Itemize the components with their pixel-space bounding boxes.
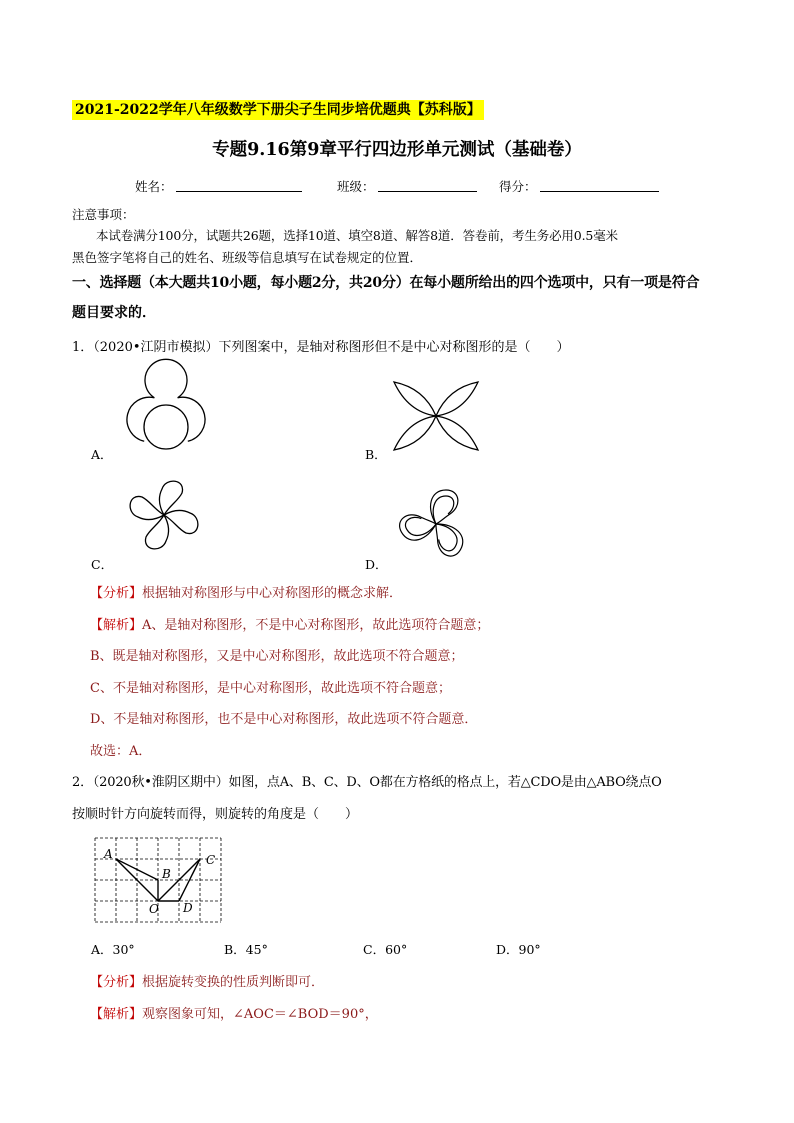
- q2-option-b[interactable]: B．45°: [224, 942, 268, 957]
- q1-option-b[interactable]: B．: [365, 447, 387, 462]
- q2-solution-tag: 【解析】: [90, 1007, 143, 1022]
- q2-label-o: O: [149, 902, 159, 916]
- q1-figure-b: [390, 376, 482, 456]
- q2-label-b: B: [162, 867, 171, 881]
- name-label: 姓名：: [135, 179, 173, 194]
- q1-solution-line-1: [90, 614, 489, 633]
- q1-figure-c: [118, 470, 218, 560]
- q2-stem-line-2: 按顺时针方向旋转而得，则旋转的角度是（ ）: [72, 807, 359, 822]
- q2-option-c[interactable]: C．60°: [363, 942, 408, 957]
- q2-solution: [90, 1003, 378, 1022]
- q1-analysis-tag: 【分析】: [90, 586, 143, 601]
- class-label: 班级：: [337, 179, 375, 194]
- q1-answer: 故选：A．: [90, 744, 152, 759]
- section-heading-line-1: 一、选择题（本大题共10小题，每小题2分，共20分）在每小题所给出的四个选项中，只有一项是符合: [72, 275, 700, 291]
- q2-analysis: [90, 971, 324, 990]
- q2-label-c: C: [206, 853, 216, 867]
- q1-option-a[interactable]: A．: [91, 447, 113, 462]
- q1-figure-d: [388, 478, 488, 566]
- q2-analysis-tag: 【分析】: [90, 975, 143, 990]
- q1-solution-b: B、既是轴对称图形，又是中心对称图形，故此选项不符合题意；: [90, 649, 464, 664]
- notice-line-2: 黑色签字笔将自己的姓名、班级等信息填写在试卷规定的位置．: [72, 250, 423, 265]
- q1-figure-a: [116, 362, 216, 456]
- notice-line-1: 本试卷满分100分，试题共26题，选择10道、填空8道、解答8道．答卷前，考生务必用0.5毫米: [96, 228, 618, 243]
- q2-solution-text: 观察图象可知，∠AOC＝∠BOD＝90°，: [142, 1007, 378, 1022]
- q1-analysis-text: 根据轴对称图形与中心对称图形的概念求解．: [142, 586, 403, 601]
- q2-stem-line-1: 2．（2020秋•淮阴区期中）如图，点A、B、C、D、O都在方格纸的格点上，若△CDO是由△ABO绕点O: [72, 775, 662, 790]
- page-title: 专题9.16第9章平行四边形单元测试（基础卷）: [212, 140, 582, 160]
- q1-solution-d: D、不是轴对称图形，也不是中心对称图形，故此选项不符合题意．: [90, 712, 478, 727]
- q2-label-d: D: [183, 901, 193, 915]
- q2-option-d[interactable]: D．90°: [496, 942, 541, 957]
- q1-option-d[interactable]: D．: [365, 557, 388, 572]
- q1-solution-a: A、是轴对称图形，不是中心对称图形，故此选项符合题意；: [142, 618, 490, 633]
- notice-heading: 注意事项：: [72, 207, 135, 222]
- q1-solution-c: C、不是轴对称图形，是中心对称图形，故此选项不符合题意；: [90, 681, 451, 696]
- section-heading-line-2: 题目要求的．: [72, 305, 156, 321]
- q2-label-a: A: [104, 847, 113, 861]
- class-field[interactable]: [378, 177, 477, 192]
- q1-option-c[interactable]: C．: [91, 557, 114, 572]
- name-field[interactable]: [176, 177, 302, 192]
- q1-stem: 1．（2020•江阴市模拟）下列图案中，是轴对称图形但不是中心对称图形的是（ ）: [72, 340, 570, 355]
- q2-grid-figure: [92, 836, 222, 926]
- score-field[interactable]: [540, 177, 659, 192]
- score-label: 得分：: [499, 179, 537, 194]
- q2-analysis-text: 根据旋转变换的性质判断即可．: [142, 975, 325, 990]
- q2-option-a[interactable]: A．30°: [91, 942, 135, 957]
- q1-analysis: [90, 582, 402, 601]
- series-banner: 2021-2022学年八年级数学下册尖子生同步培优题典【苏科版】: [72, 100, 484, 120]
- q1-solution-tag: 【解析】: [90, 618, 143, 633]
